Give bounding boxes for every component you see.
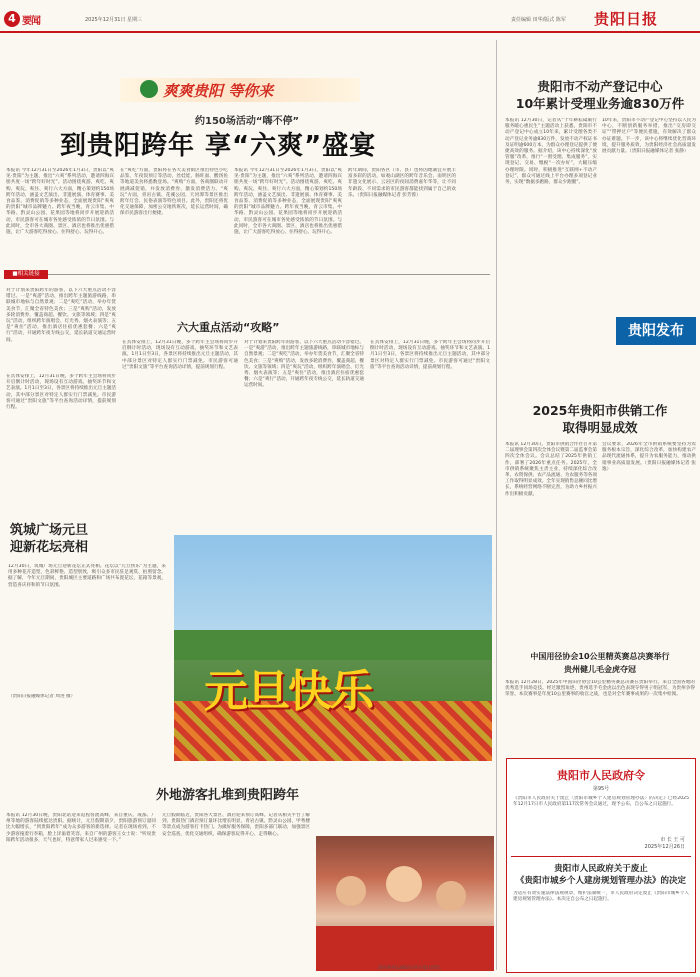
supply-title: 2025年贵阳市供销工作 取得明显成效 (532, 403, 668, 435)
person-face (386, 866, 422, 902)
section-divider (48, 274, 490, 275)
notice-number: 第95号 (592, 786, 610, 792)
supply-body-col2: 会议要求，2026年全市供销系统要坚持为农服务根本宗旨，深化综合改革，加快构建农产品现代流通体系，提升为农服务能力，推动供销事业高质量发展。（贵阳日报融媒体记者 张逸） (602, 442, 696, 472)
realestate-body-col2: 10年来，贵阳市不动产登记中心坚持以人民为中心，不断创新服务举措，推出“交房即交证”“带押过户”等便民措施，有效解决了群众办证难题。下一步，该中心将继续优化营商环境，提升服务质效，为贵阳经济社会高质量发展贡献力量。（贵阳日报融媒体记者 张静） (602, 118, 696, 155)
strategy-body-col2: 在具体安排上，12月31日晚，多个跨年主会场将同步开启倒计时活动，现场设有互动游戏、抽奖环节和文艺表演。1月1日至3日，各景区将持续推出元旦主题活动，其中部分景区对特定人群实行门票减免。市民游客可通过“贵阳文旅”等平台查询活动详情，提前规划行程。 (122, 340, 238, 370)
brand-block: 贵阳发布 (616, 317, 696, 345)
newspaper-logo: 贵阳日报 (594, 10, 659, 28)
government-notice (506, 758, 696, 973)
tourists-title: 外地游客扎堆到贵阳跨年 (156, 788, 300, 803)
strategy-body-col1b: 在具体安排上，12月31日晚，多个跨年主会场将同步开启倒计时活动，现场设有互动游戏、抽奖环节和文艺表演。1月1日至3日，各景区将持续推出元旦主题活动，其中部分景区对特定人群实行门票减免。市民游客可通过“贵阳文旅”等平台查询活动详情，提前规划行程。 (6, 374, 116, 411)
strategy-title: 六大重点活动“攻略” (177, 321, 280, 334)
leaf-icon (140, 80, 158, 98)
notice-body-2: 为适应有效实施法律法规规章，维护法制统一，市人民政府决定废止《贵阳市城乡个人建房规划管理办法》。本决定自公布之日起施行。 (513, 891, 689, 903)
notice-rule (511, 856, 691, 857)
tourists-body-col2: 元旦假期临近，贵阳各大景区、酒店迎来预订高峰。记者从相关平台了解到，贵阳热门酒店预订量环比增长明显，青岩古镇、黔灵山公园、甲秀楼等景点成为游客打卡热门。为做好服务保障，贵阳多部门联动，加强景区安全巡查，优化交通组织，确保游客玩得开心、走得顺心。 (162, 813, 310, 837)
flower-title: 筑城广场元旦 迎新花坛亮相 (10, 523, 89, 555)
realestate-body-col1: 本报讯 12月30日，记者从“十年耕耘砥砺行 服务暖心惠民生”主题活动上获悉，贵阳市不动产登记中心成立10年来，累计受理各类不动产登记业务逾830万件，发放不动产权证书及证明逾600万本，为群众办理登记提供了便捷高效的服务。据介绍，该中心持续深化“放管服”改革，推行“一窗受理、集成服务”，实现登记、交易、缴税“一次办好”，大幅压缩办理时限。同时，积极推进“互联网+不动产登记”，群众可通过线上平台办理多项登记业务，实现“数据多跑路，群众少跑腿”。 (505, 118, 597, 186)
lead-body-col1: 本报讯 今年12月31日至2026年1月3日，贵阳以“爽见·贵阳”为主题，推出“六爽”系列活动，邀请四海宾朋共度一场“跨年好时光”。活动围绕爽游、爽吃、爽购、爽玩、爽住、爽行六大方面，精心策划约150场跨年活动，涵盖文艺演出、非遗展演、体育赛事、美食品鉴、消费促销等多种业态，全面展现贵阳“爽爽的贵阳”城市品牌魅力。跨年夜当晚，青云市集、中华路、黔灵山公园、花果园等地将同步开展迎新活动，市民游客可在城市各处感受浓浓的节日氛围。与此同时，全市各大商圈、景区、酒店也将推出优惠措施，让广大游客吃得放心、住得舒心、玩得开心。 (6, 168, 114, 236)
person-face (336, 876, 366, 906)
strategy-body-col4: 在具体安排上，12月31日晚，多个跨年主会场将同步开启倒计时活动，现场设有互动游戏、抽奖环节和文艺表演。1月1日至3日，各景区将持续推出元旦主题活动，其中部分景区对特定人群实行门票减免。市民游客可通过“贵阳文旅”等平台查询活动详情，提前规划行程。 (370, 340, 490, 370)
section-name: 要闻 (22, 16, 40, 27)
notice-signature: 市 长 王 可 (660, 837, 685, 843)
flower-body: 12月30日，筑城广场元旦迎新花坛正式亮相。花坛以“元旦快乐”为主题，采用多种花卉造型，色彩鲜艳、造型别致，吸引众多市民驻足观赏、拍照留念。据了解，今年元旦期间，贵阳城区主要道路和广场共布置花坛、花箱等景观，营造喜庆祥和的节日氛围。 (8, 564, 166, 588)
lead-kicker: 约150场活动“嗨不停” (195, 116, 300, 127)
notice-body: 《贵阳市人民政府关于废止〈贵阳市城乡个人建房规划管理办法〉的决定》已经2025年12月17日市人民政府第117次常务会议通过，现予公布，自公布之日起施行。 (513, 796, 689, 808)
gold-body: 本报讯 12月28日，2025年中国田径协会10公里精英赛总决赛在贵阳举行。来自全国各地的优秀选手同场竞技。经过激烈角逐，贵州选手毛金虎以出色表现夺得男子组冠军，为贵州争得荣誉。本次赛事是年度10公里赛事的收官之战，也是对全年赛事成果的一次集中检阅。 (505, 680, 695, 698)
column-divider (496, 40, 497, 970)
lead-body-col2: 在“爽吃”方面，贵阳将在各大美食街区推出特色小吃品鉴、年夜饭预订等活动，丝娃娃、肠旺面、酸汤鱼等地道美食将悉数登场。“爽购”方面，各商圈联动开展满减促销，并发放消费券，激发消费活力。“爽玩”方面，青岩古镇、花溪公园、天河潭等景区推出跨年灯会、民俗表演等特色项目。此外，贵阳还将优化交通保障，加密公交地铁班次，延长运营时间，确保市民游客出行便捷。 (120, 168, 228, 217)
flower-credit: （贵阳日报融媒体记者 周进 摄） (8, 694, 76, 699)
tourists-photo (316, 836, 494, 971)
photo-lettering: 元旦快乐 (204, 666, 372, 717)
notice-title: 贵阳市人民政府令 (557, 769, 645, 782)
supply-body-col1: 本报讯 12月30日，贵阳市供销合作社召开第二届理事会第四次全体会议暨第二届监事会第四次全体会议。会议总结了2025年供销工作，部署了2026年重点任务。2025年，全市供销系统聚焦主责主业，持续深化综合改革，农资保供、农产品流通、为农服务等各项工作取得明显成效。全年实现销售总额同比增长，系统经营网络不断完善，为助力乡村振兴作出积极贡献。 (505, 442, 597, 497)
person-face (436, 881, 466, 911)
page-number: 4 (4, 11, 20, 27)
tourists-photo-caption: 游客乘坐G2892次列车抵达贵阳。 (378, 966, 444, 971)
lead-body-col4: 跨年期间，贵阳各区（市、县）也将因地制宜开展丰富多彩的活动，如观山湖区的跨年音乐会、南明区的非遗文化展示、云岩区的夜间消费嘉年华等，让不同年龄段、不同需求的市民游客都能找到属于自己的欢乐。（贵阳日报融媒体记者 彭芳蓉） (348, 168, 456, 198)
notice-date: 2025年12月26日 (644, 844, 685, 850)
gold-title: 中国用径协会10公里精英赛总决赛举行 贵州健儿毛金虎夺冠 (530, 652, 670, 674)
header-rule (0, 31, 700, 33)
section-tag: ■相关链接 (4, 270, 48, 279)
flower-photo (174, 535, 492, 761)
page-header (0, 0, 700, 32)
lead-headline: 到贵阳跨年 享“六爽”盛宴 (60, 131, 377, 161)
issue-date: 2025年12月31日 星期三 (85, 17, 143, 23)
strategy-body-col3: 对于计划来贵阳跨年的游客，以下六大重点活动不容错过。一是“爽游”活动，推出跨年主题旅游线路，串联城市地标与自然景观；二是“爽吃”活动，举办年货美食节，汇聚全省特色美食；三是“爽购”活动，发放多轮消费券，覆盖商超、餐饮、文旅等领域；四是“爽玩”活动，组织跨年演唱会、灯光秀、烟火表演等；五是“爽住”活动，推出酒店住宿优惠套餐；六是“爽行”活动，开通跨年夜专线公交，延长轨道交通运营时间。 (244, 340, 364, 389)
editor-credit: 责任编辑 田华/版式 陈军 (511, 17, 566, 23)
tourists-body-col1: 本报讯 12月30日晚，贵阳北站迎来返程客流高峰，来自重庆、成都、广州等地的游客陆续抵达贵阳。据统计，元旦假期前夕，贵阳旅游预订量同比大幅增长，“到贵阳跨年”成为众多游客的新选择。记者在现场看到，不少游客拖着行李箱，脸上洋溢着笑容。来自广州的游客王女士说：“听说贵阳跨年活动很多，天气也好，特意带家人过来感受一下。” (6, 813, 156, 843)
notice-title-2: 贵阳市人民政府关于废止 《贵阳市城乡个人建房规划管理办法》的决定 (515, 864, 686, 886)
strategy-body-col1: 对于计划来贵阳跨年的游客，以下六大重点活动不容错过。一是“爽游”活动，推出跨年主题旅游线路，串联城市地标与自然景观；二是“爽吃”活动，举办年货美食节，汇聚全省特色美食；三是“爽购”活动，发放多轮消费券，覆盖商超、餐饮、文旅等领域；四是“爽玩”活动，组织跨年演唱会、灯光秀、烟火表演等；五是“爽住”活动，推出酒店住宿优惠套餐；六是“爽行”活动，开通跨年夜专线公交，延长轨道交通运营时间。 (6, 288, 116, 343)
realestate-title: 贵阳市不动产登记中心 10年累计受理业务逾830万件 (515, 79, 685, 111)
banner-slogan: 爽爽贵阳 等你来 (163, 82, 274, 100)
lead-body-col3: 本报讯 今年12月31日至2026年1月3日，贵阳以“爽见·贵阳”为主题，推出“六爽”系列活动，邀请四海宾朋共度一场“跨年好时光”。活动围绕爽游、爽吃、爽购、爽玩、爽住、爽行六大方面，精心策划约150场跨年活动，涵盖文艺演出、非遗展演、体育赛事、美食品鉴、消费促销等多种业态，全面展现贵阳“爽爽的贵阳”城市品牌魅力。跨年夜当晚，青云市集、中华路、黔灵山公园、花果园等地将同步开展迎新活动，市民游客可在城市各处感受浓浓的节日氛围。与此同时，全市各大商圈、景区、酒店也将推出优惠措施，让广大游客吃得放心、住得舒心、玩得开心。 (234, 168, 342, 236)
